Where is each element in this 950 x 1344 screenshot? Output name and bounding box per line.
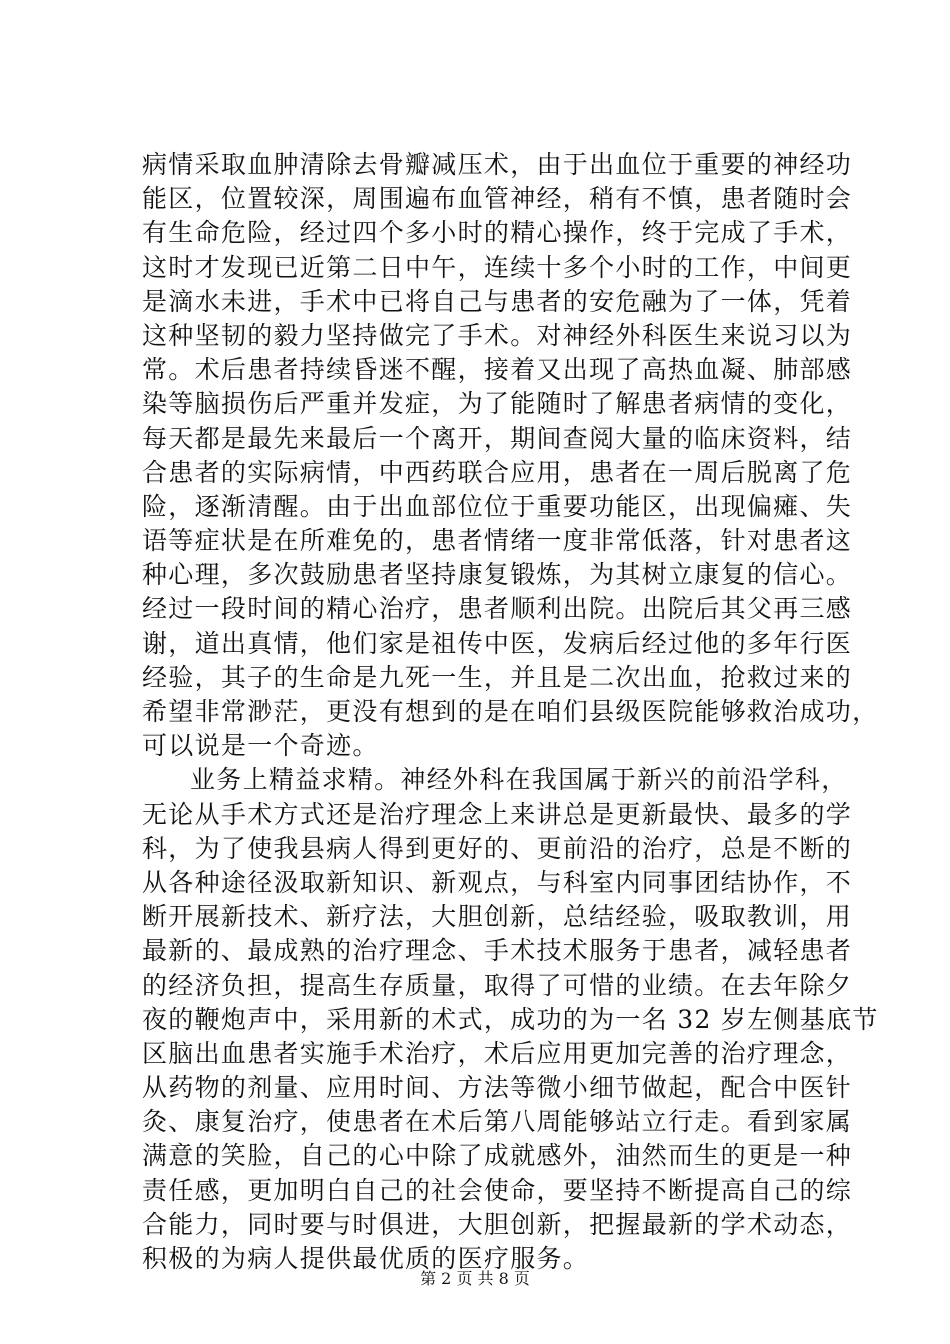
paragraph-start-line: 业务上精益求精。神经外科在我国属于新兴的前沿学科，	[190, 765, 848, 795]
text-line: 染等脑损伤后严重并发症，为了能随时了解患者病情的变化，	[142, 389, 853, 419]
text-line: 灸、康复治疗，使患者在术后第八周能够站立行走。看到家属	[142, 1107, 853, 1137]
text-line: 语等症状是在所难免的，患者情绪一度非常低落，针对患者这	[142, 526, 853, 556]
text-line: 每天都是最先来最后一个离开，期间查阅大量的临床资料，结	[142, 423, 853, 453]
text-line: 种心理，多次鼓励患者坚持康复锻炼，为其树立康复的信心。	[142, 560, 853, 590]
text-line: 科，为了使我县病人得到更好的、更前沿的治疗，总是不断的	[142, 833, 853, 863]
text-line: 无论从手术方式还是治疗理念上来讲总是更新最快、最多的学	[142, 799, 853, 829]
text-line: 合患者的实际病情，中西药联合应用，患者在一周后脱离了危	[142, 457, 853, 487]
text-line: 合能力，同时要与时俱进，大胆创新，把握最新的学术动态，	[142, 1209, 853, 1239]
text-line: 是滴水未进，手术中已将自己与患者的安危融为了一体，凭着	[142, 286, 853, 316]
text-line: 积极的为病人提供最优质的医疗服务。	[142, 1244, 590, 1273]
page-number-footer: 第 2 页 共 8 页	[420, 1269, 530, 1288]
text-line: 满意的笑脸，自己的心中除了成就感外，油然而生的更是一种	[142, 1141, 853, 1171]
text-line: 希望非常渺茫，更没有想到的是在咱们县级医院能够救治成功，	[142, 697, 879, 726]
text-line: 责任感，更加明白自己的社会使命，要坚持不断提高自己的综	[142, 1175, 853, 1205]
text-line: 有生命危险，经过四个多小时的精心操作，终于完成了手术，	[142, 218, 853, 248]
text-line: 这种坚韧的毅力坚持做完了手术。对神经外科医生来说习以为	[142, 320, 853, 350]
text-line: 谢，道出真情，他们家是祖传中医，发病后经过他的多年行医	[142, 628, 853, 658]
text-line: 的经济负担，提高生存质量，取得了可惜的业绩。在去年除夕	[142, 970, 853, 1000]
text-line: 夜的鞭炮声中，采用新的术式，成功的为一名 32 岁左侧基底节	[142, 1004, 879, 1034]
text-line: 经过一段时间的精心治疗，患者顺利出院。出院后其父再三感	[142, 594, 853, 624]
text-line: 病情采取血肿清除去骨瓣减压术，由于出血位于重要的神经功	[142, 150, 853, 179]
body-text	[142, 148, 879, 1276]
text-line: 区脑出血患者实施手术治疗，术后应用更加完善的治疗理念，	[142, 1038, 853, 1068]
text-line: 这时才发现已近第二日中午，连续十多个小时的工作，中间更	[142, 252, 853, 282]
text-line: 常。术后患者持续昏迷不醒，接着又出现了高热血凝、肺部感	[142, 355, 853, 385]
text-line: 可以说是一个奇迹。	[142, 731, 379, 761]
text-line: 能区，位置较深，周围遍布血管神经，稍有不慎，患者随时会	[142, 184, 853, 214]
text-line: 经验，其子的生命是九死一生，并且是二次出血，抢救过来的	[142, 662, 853, 692]
text-line: 断开展新技术、新疗法，大胆创新，总结经验，吸取教训，用	[142, 902, 853, 932]
text-line: 险，逐渐清醒。由于出血部位位于重要功能区，出现偏瘫、失	[142, 491, 853, 521]
text-line: 最新的、最成熟的治疗理念、手术技术服务于患者，减轻患者	[142, 936, 853, 966]
text-line: 从药物的剂量、应用时间、方法等微小细节做起，配合中医针	[142, 1073, 853, 1103]
text-line: 从各种途径汲取新知识、新观点，与科室内同事团结协作，不	[142, 867, 853, 897]
